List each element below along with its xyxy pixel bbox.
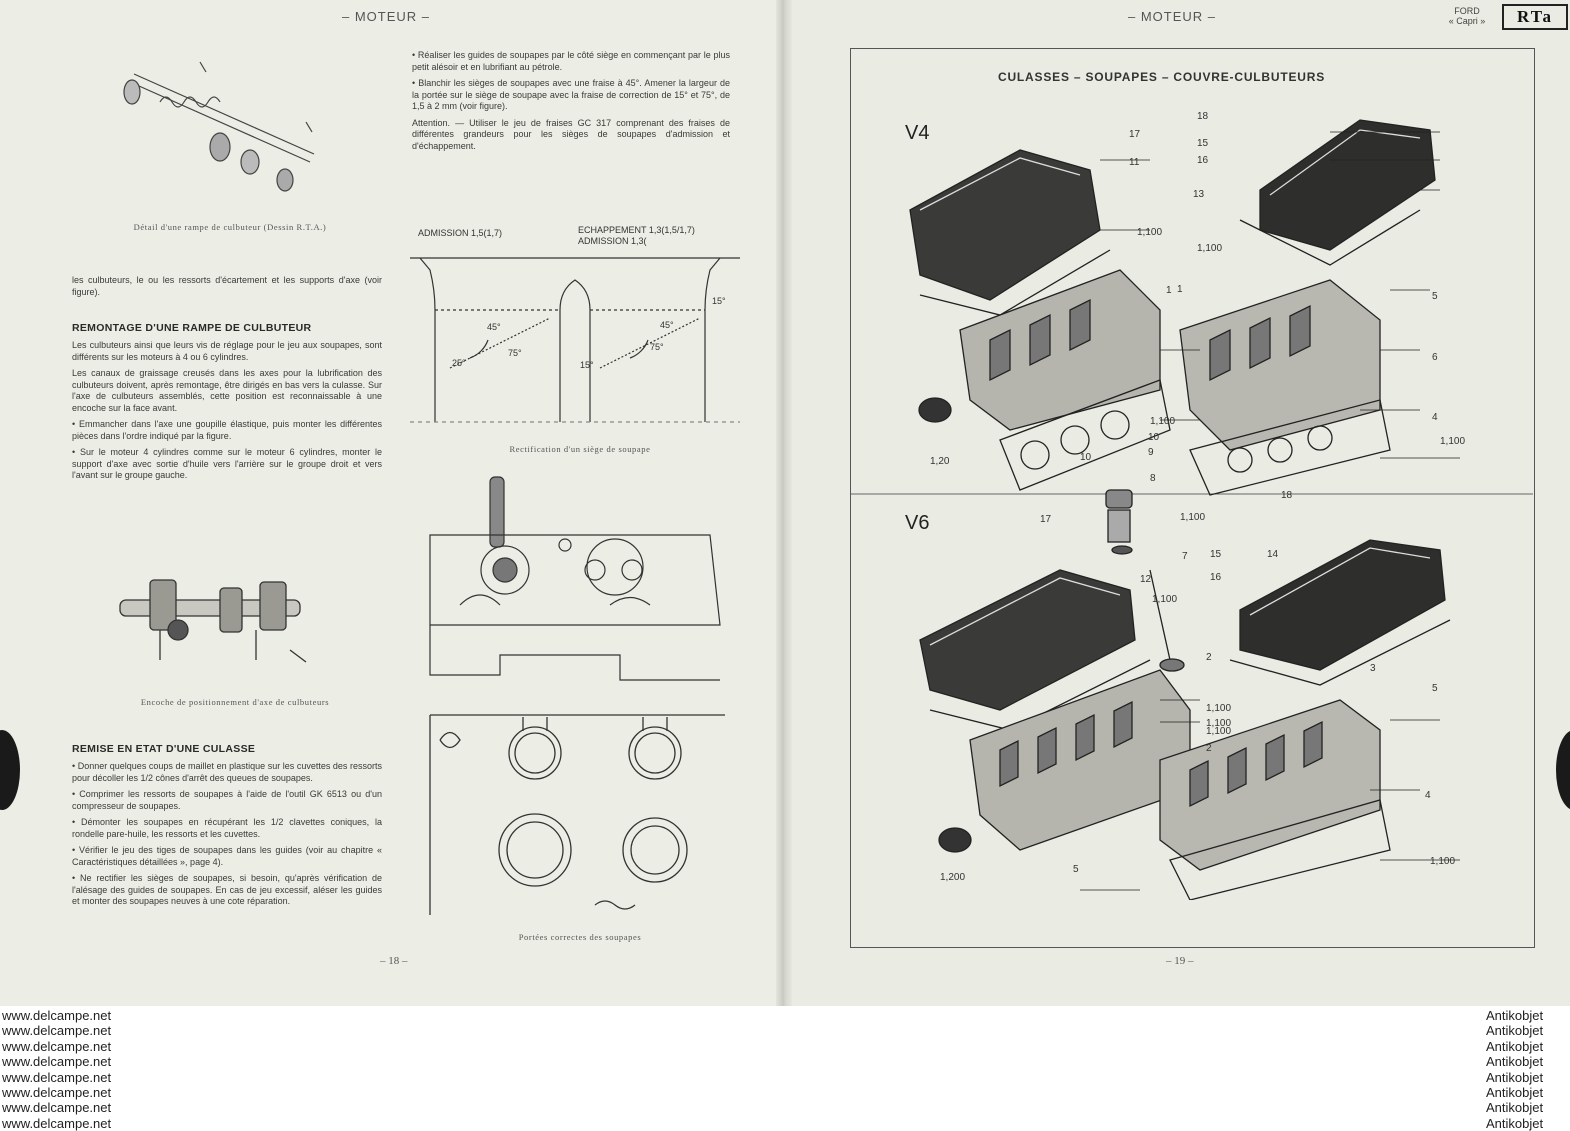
callout-v4: 10	[1148, 432, 1160, 443]
callout-v4: 1,100	[1150, 416, 1176, 427]
angle-label: 75°	[650, 342, 664, 352]
callout-v4: 9	[1148, 447, 1154, 458]
watermark-line: Antikobjet	[1486, 1084, 1544, 1100]
callout-v4: 10	[1080, 452, 1092, 463]
watermark-line: www.delcampe.net	[2, 1115, 112, 1131]
callout-v6: 1,200	[940, 872, 966, 883]
cylinder-head-exploded-view	[860, 100, 1520, 900]
fig4-caption: Portées correctes des soupapes	[518, 932, 642, 942]
angle-label: 45°	[660, 320, 674, 330]
callout-v6: 1,100	[1206, 703, 1232, 714]
callout-v6: 14	[1267, 549, 1279, 560]
angle-label: 45°	[487, 322, 501, 332]
angle-label: 15°	[712, 296, 726, 306]
callout-v6: 7	[1182, 551, 1188, 562]
valve-seat-cutter-drawing	[420, 475, 730, 690]
callout-v4: 4	[1432, 412, 1438, 423]
watermark-line: www.delcampe.net	[2, 1038, 112, 1054]
callout-v6: 16	[1210, 572, 1222, 583]
callout-v4: 18	[1197, 111, 1209, 122]
callout-v6: 2	[1206, 652, 1212, 663]
callout-v6: 1,100	[1152, 594, 1178, 605]
section2-title: REMISE EN ETAT D'UNE CULASSE	[72, 743, 256, 755]
brand-line-2: « Capri »	[1448, 16, 1486, 26]
callout-v6: 1,100	[1206, 726, 1232, 737]
section2-paragraph: • Démonter les soupapes en récupérant les 1/2 clavettes coniques, la rondelle pare-huile, les ressorts et les cuvettes.	[72, 817, 382, 839]
section2-paragraph: • Donner quelques coups de maillet en plastique sur les cuvettes des ressorts pour décoller les 1/2 cônes d'arrêt des queues de soupapes.	[72, 761, 382, 783]
callout-v6: 2	[1206, 743, 1212, 754]
valve-contact-drawing	[425, 705, 735, 920]
callout-v4: 1	[1166, 285, 1172, 296]
watermark-line: www.delcampe.net	[2, 1008, 112, 1023]
figure-title: CULASSES – SOUPAPES – COUVRE-CULBUTEURS	[998, 70, 1326, 84]
callout-v6: 12	[1140, 574, 1152, 585]
callout-v4: 16	[1197, 155, 1209, 166]
page-gutter	[776, 0, 792, 1006]
fig3-caption: Rectification d'un siège de soupape	[509, 444, 651, 454]
watermark-line: www.delcampe.net	[2, 1100, 112, 1116]
section2-paragraph: • Vérifier le jeu des tiges de soupapes dans les guides (voir au chapitre « Caractéristiques détaillées », page 4).	[72, 845, 382, 867]
watermark-right	[1486, 1008, 1543, 1131]
watermark-left	[2, 1008, 111, 1131]
watermark-line: www.delcampe.net	[2, 1084, 112, 1100]
watermark-line: Antikobjet	[1486, 1069, 1544, 1085]
callout-v4: 1	[1177, 284, 1183, 295]
callout-v4: 1,100	[1197, 243, 1223, 254]
right-column-paragraph: • Réaliser les guides de soupapes par le côté siège en commençant par le plus petit alésoir et en lubrifiant au pétrole.	[412, 50, 730, 72]
watermark-line: Antikobjet	[1486, 1038, 1544, 1054]
callout-v4: 1,100	[1137, 227, 1163, 238]
seat-label-exhaust: ECHAPPEMENT 1,3(1,5/1,7)	[578, 225, 695, 235]
callout-v6: 1,100	[1180, 512, 1206, 523]
callout-v4: 17	[1129, 129, 1141, 140]
watermark-line: www.delcampe.net	[2, 1023, 112, 1039]
watermark-line: Antikobjet	[1486, 1054, 1544, 1070]
angle-label: 25°	[452, 358, 466, 368]
section1-paragraph: Les culbuteurs ainsi que leurs vis de réglage pour le jeu aux soupapes, sont différents sur les moteurs à 4 ou 6 cylindres.	[72, 340, 382, 362]
callout-v6: 5	[1432, 683, 1438, 694]
brand-label	[1438, 6, 1496, 26]
watermark-line: www.delcampe.net	[2, 1054, 112, 1070]
watermark-line: Antikobjet	[1486, 1023, 1544, 1039]
section2-body	[72, 761, 382, 913]
brand-line-1: FORD	[1454, 6, 1480, 16]
right-column-paragraph: • Blanchir les sièges de soupapes avec une fraise à 45°. Amener la largeur de la portée sur le siège de soupape avec la fraise de correction de 15° et 75°, de 1,5 à 2 mm (voir figure).	[412, 78, 730, 111]
watermark-line: Antikobjet	[1486, 1100, 1544, 1116]
intro-paragraph: les culbuteurs, le ou les ressorts d'écartement et les supports d'axe (voir figure).	[72, 275, 382, 297]
angle-label: 15°	[580, 360, 594, 370]
callout-v6: 3	[1370, 663, 1376, 674]
right-column-paragraph: Attention. — Utiliser le jeu de fraises GC 317 comprenant des fraises de différentes grandeurs pour les sièges de soupapes d'admission et d'échappement.	[412, 117, 730, 151]
section1-paragraph: • Emmancher dans l'axe une goupille élastique, puis monter les différentes pièces dans l'ordre indiqué par la figure.	[72, 419, 382, 441]
section1-body	[72, 340, 382, 487]
callout-v4: 5	[1432, 291, 1438, 302]
callout-v6: 4	[1425, 790, 1431, 801]
rocker-shaft-exploded-drawing	[100, 52, 340, 212]
callout-v4: 1,100	[1440, 436, 1466, 447]
section1-paragraph: Les canaux de graissage creusés dans les axes pour la lubrification des culbuteurs doivent, après remontage, être dirigés en bas vers la culasse. Sur l'axe de culbuteurs assemblés, cette position est reconnaissable à une encoche sur la face avant.	[72, 368, 382, 413]
section2-paragraph: • Comprimer les ressorts de soupapes à l'aide de l'outil GK 6513 ou d'un compresseur de soupapes.	[72, 789, 382, 811]
angle-label: 75°	[508, 348, 522, 358]
callout-v6: 15	[1210, 549, 1222, 560]
right-folio: – 19 –	[1166, 955, 1194, 967]
seat-label-admission-2: ADMISSION 1,3(	[578, 236, 647, 246]
fig1-caption: Détail d'une rampe de culbuteur (Dessin R.T.A.)	[133, 222, 327, 232]
watermark-line: www.delcampe.net	[2, 1069, 112, 1085]
callout-v6: 1,100	[1430, 856, 1456, 867]
v4-label: V4	[905, 122, 930, 144]
callout-v6: 18	[1281, 490, 1293, 501]
valve-seat-section-drawing	[410, 250, 740, 430]
callout-v4: 15	[1197, 138, 1209, 149]
v6-label: V6	[905, 512, 930, 534]
section1-title: REMONTAGE D'UNE RAMPE DE CULBUTEUR	[72, 322, 312, 334]
fig2-caption: Encoche de positionnement d'axe de culbuteurs	[140, 697, 330, 707]
callout-v6: 8	[1150, 473, 1156, 484]
callout-v6: 5	[1073, 864, 1079, 875]
callout-v4: 1,20	[930, 456, 950, 467]
left-running-head: – MOTEUR –	[342, 9, 431, 24]
rocker-shaft-notch-drawing	[110, 560, 320, 680]
seat-label-admission: ADMISSION 1,5(1,7)	[418, 228, 503, 238]
rta-logo: RTa	[1502, 4, 1568, 30]
section2-paragraph: • Ne rectifier les sièges de soupapes, si besoin, qu'après vérification de l'alésage des guides de soupapes. En cas de jeu excessif, aléser les guides et monter des soupapes neuves à une cote réparation.	[72, 873, 382, 906]
callout-v4: 13	[1193, 189, 1205, 200]
right-column-body	[412, 50, 730, 157]
watermark-line: Antikobjet	[1486, 1008, 1544, 1023]
watermark-line: Antikobjet	[1486, 1115, 1544, 1131]
callout-v6: 17	[1040, 514, 1052, 525]
callout-v4: 6	[1432, 352, 1438, 363]
callout-v4: 11	[1129, 157, 1140, 168]
right-running-head: – MOTEUR –	[1128, 9, 1217, 24]
section1-paragraph: • Sur le moteur 4 cylindres comme sur le moteur 6 cylindres, monter le support d'axe avec sortie d'huile vers l'arrière sur le groupe droit et vers l'avant sur le groupe gauche.	[72, 447, 382, 480]
callout-v6: 1,100	[1206, 718, 1232, 729]
left-folio: – 18 –	[380, 955, 408, 967]
